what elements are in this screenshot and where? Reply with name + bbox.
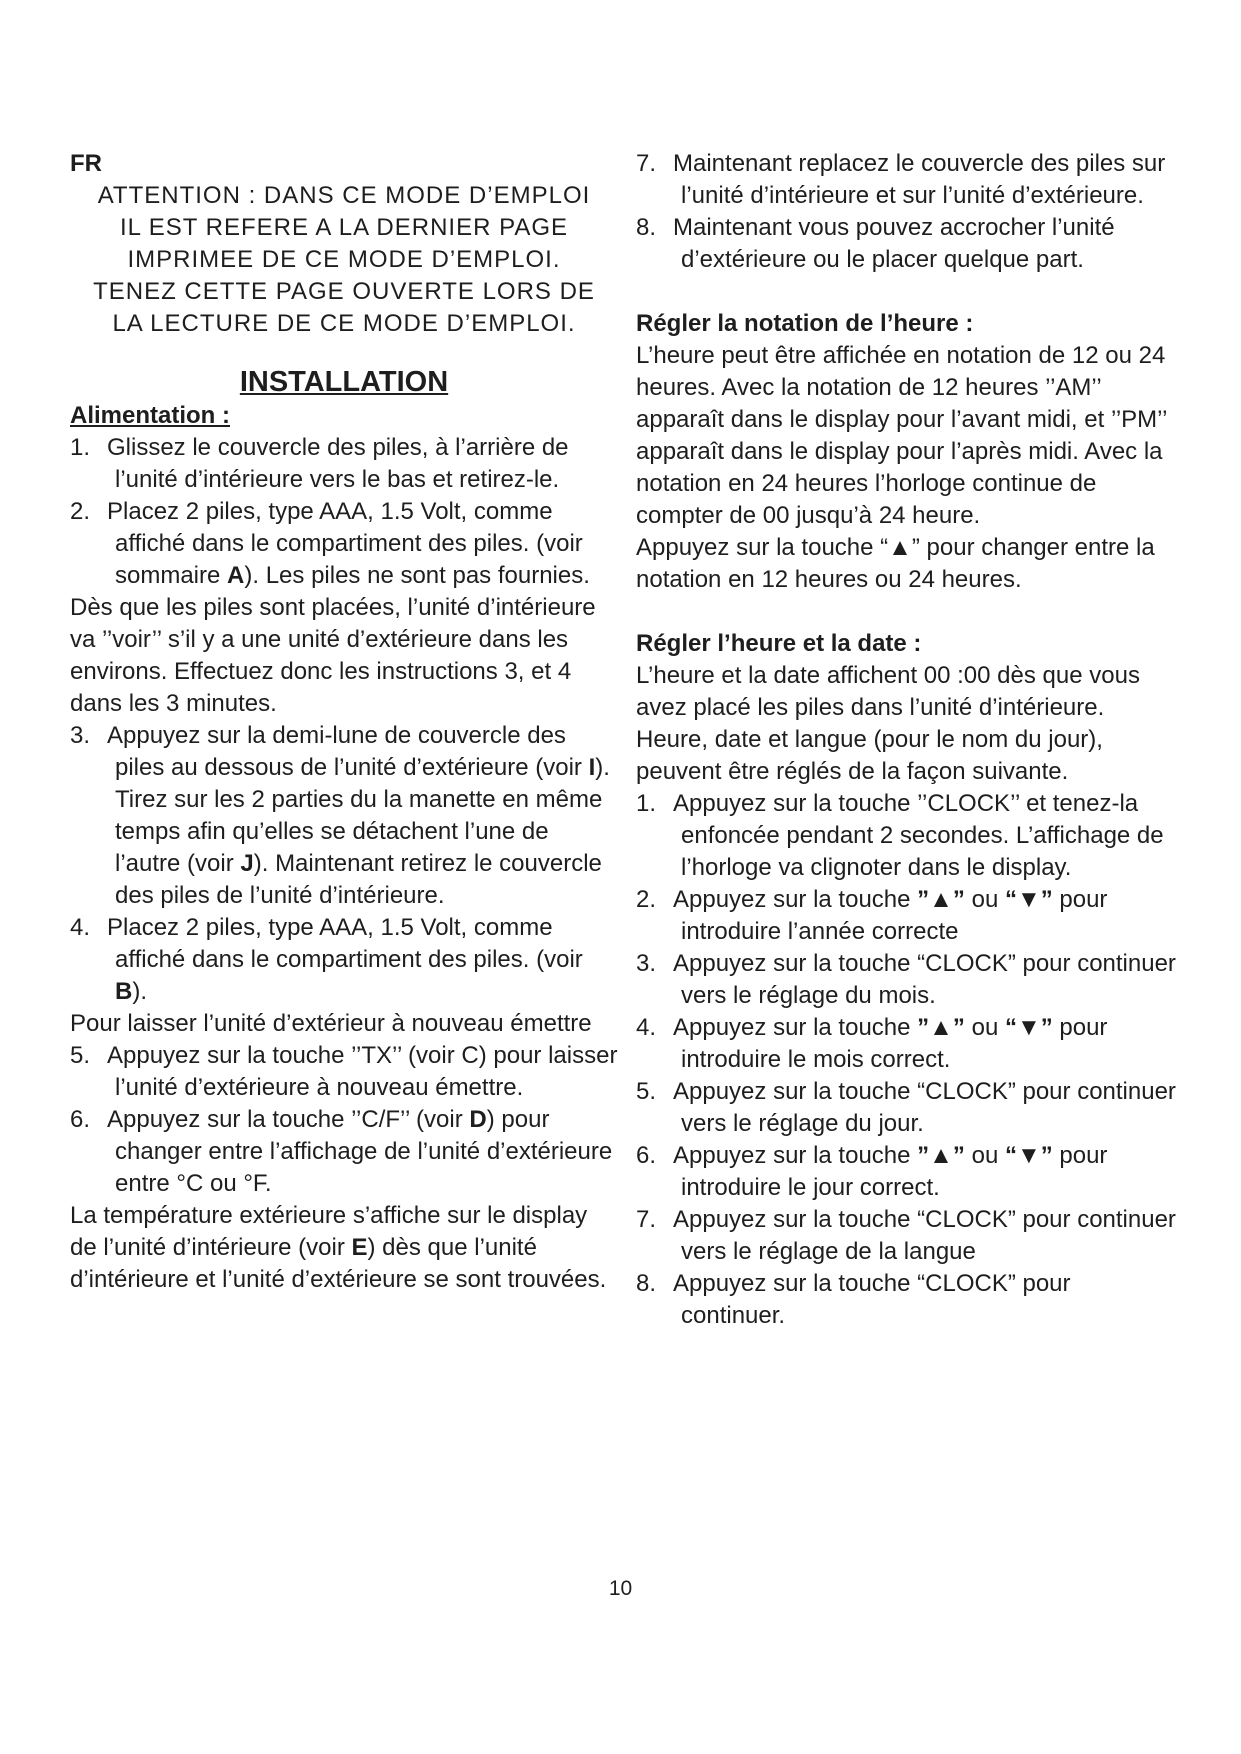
down-key: “▼” (1004, 1142, 1053, 1169)
paragraph: L’heure et la date affichent 00 :00 dès que vous avez placé les piles dans l’unité d’intérieure. Heure, date et langue (pour le nom du jour), peuvent être réglés de la façon suivante. (636, 662, 1140, 785)
steps-list (70, 432, 618, 592)
paragraph (70, 1200, 618, 1296)
steps-list (70, 1040, 618, 1200)
step-text: Maintenant replacez le couvercle des piles sur l’unité d’intérieure et sur l’unité d’extérieure. (673, 150, 1166, 209)
paragraph-text: La température extérieure s’affiche sur le display de l’unité d’intérieure (voir (70, 1202, 588, 1261)
step-text: ). (132, 978, 148, 1005)
list-item (636, 1140, 1176, 1204)
spacer (636, 276, 1176, 308)
step-text: ). Maintenant retirez le couvercle des piles de l’unité d’intérieure. (115, 850, 602, 909)
step-number: 8. (636, 214, 657, 241)
steps-list (636, 788, 1176, 1332)
step-number: 6. (70, 1106, 91, 1133)
paragraph: L’heure peut être affichée en notation de 12 ou 24 heures. Avec la notation de 12 heures ’’AM’’ apparaît dans le display pour l’avant midi, et ’’PM’’ apparaît dans le display pour l’après midi. Avec la notation en 24 heures l’horloge continue de compter de 00 jusqu’à 24 heure. (636, 342, 1167, 529)
step-text: Appuyez sur la touche “CLOCK” pour continuer vers le réglage de la langue (673, 1206, 1176, 1265)
figure-ref: I (588, 754, 596, 781)
step-number: 5. (636, 1078, 657, 1105)
list-item (636, 948, 1176, 1012)
installation-title: INSTALLATION (239, 366, 449, 398)
list-item (636, 1268, 1176, 1332)
step-text: Appuyez sur la touche ’’CLOCK’’ et tenez-la enfoncée pendant 2 secondes. L’affichage de l’horloge va clignoter dans le display. (673, 790, 1164, 881)
step-number: 7. (636, 150, 657, 177)
left-column (70, 148, 618, 1296)
list-item (636, 1012, 1176, 1076)
warning-line: IMPRIMEE DE CE MODE D’EMPLOI. (127, 246, 561, 273)
steps-list (70, 720, 618, 1008)
list-item (636, 212, 1176, 276)
paragraph: Dès que les piles sont placées, l’unité d’intérieure va ’’voir’’ s’il y a une unité d’extérieure dans les environs. Effectuez donc les instructions 3, et 4 dans les 3 minutes. (70, 594, 596, 717)
list-item (70, 720, 618, 912)
alimentation-title: Alimentation : (70, 402, 230, 429)
step-number: 6. (636, 1142, 657, 1169)
list-item (70, 432, 618, 496)
step-text: Appuyez sur la touche “CLOCK” pour continuer vers le réglage du jour. (673, 1078, 1176, 1137)
figure-ref: E (351, 1234, 368, 1261)
warning-line: IL EST REFERE A LA DERNIER PAGE (119, 214, 569, 241)
date-heading: Régler l’heure et la date : (636, 630, 922, 657)
figure-ref: B (115, 978, 133, 1005)
step-text: Appuyez sur la touche (673, 1142, 918, 1169)
figure-ref: D (469, 1106, 487, 1133)
step-number: 5. (70, 1042, 91, 1069)
step-text: Appuyez sur la demi-lune de couvercle des piles au dessous de l’unité d’extérieure (voir (107, 722, 589, 781)
right-column (636, 148, 1176, 1332)
list-item (636, 148, 1176, 212)
warning-line: LA LECTURE DE CE MODE D’EMPLOI. (112, 310, 576, 337)
step-number: 3. (636, 950, 657, 977)
step-text: Appuyez sur la touche (673, 886, 918, 913)
step-text: ou (964, 1014, 1005, 1041)
step-text: Placez 2 piles, type AAA, 1.5 Volt, comme affiché dans le compartiment des piles. (voir sommaire (107, 498, 583, 589)
step-text: Maintenant vous pouvez accrocher l’unité d’extérieure ou le placer quelque part. (673, 214, 1115, 273)
notation-heading: Régler la notation de l’heure : (636, 310, 974, 337)
step-number: 7. (636, 1206, 657, 1233)
step-text: ) pour changer entre l’affichage de l’unité d’extérieure entre °C ou °F. (115, 1106, 613, 1197)
paragraph: Pour laisser l’unité d’extérieur à nouveau émettre (70, 1010, 592, 1037)
up-key: ”▲” (917, 1142, 965, 1169)
step-number: 2. (636, 886, 657, 913)
step-text: Glissez le couvercle des piles, à l’arrière de l’unité d’intérieure vers le bas et retirez-le. (107, 434, 569, 493)
step-text: ou (964, 1142, 1005, 1169)
list-item (70, 1104, 618, 1200)
step-number: 8. (636, 1270, 657, 1297)
step-text: ). Les piles ne sont pas fournies. (244, 562, 590, 589)
up-key: ”▲” (917, 1014, 965, 1041)
spacer (636, 596, 1176, 628)
step-text: Appuyez sur la touche (673, 1014, 918, 1041)
step-text: pour introduire le jour correct. (681, 1142, 1108, 1201)
step-text: ). Tirez sur les 2 parties du la manette en même temps afin qu’elles se détachent l’une de l’autre (voir (115, 754, 610, 877)
step-text: Appuyez sur la touche “CLOCK” pour continuer vers le réglage du mois. (673, 950, 1176, 1009)
figure-ref: J (240, 850, 254, 877)
list-item (70, 912, 618, 1008)
step-text: Placez 2 piles, type AAA, 1.5 Volt, comme affiché dans le compartiment des piles. (voir (107, 914, 583, 973)
warning-block (70, 180, 618, 340)
page-number: 10 (608, 1577, 633, 1600)
list-item (70, 1040, 618, 1104)
step-text: ou (964, 886, 1005, 913)
step-text: Appuyez sur la touche “CLOCK” pour continuer. (673, 1270, 1071, 1329)
warning-line: ATTENTION : DANS CE MODE D’EMPLOI (97, 182, 591, 209)
up-key: ”▲” (917, 886, 965, 913)
language-label: FR (70, 150, 102, 177)
down-key: “▼” (1004, 886, 1053, 913)
step-number: 2. (70, 498, 91, 525)
paragraph: Appuyez sur la touche “▲” pour changer entre la notation en 12 heures ou 24 heures. (636, 534, 1155, 593)
step-number: 1. (70, 434, 91, 461)
list-item (70, 496, 618, 592)
paragraph-text: ) dès que l’unité d’intérieure et l’unité d’extérieure se sont trouvées. (70, 1234, 607, 1293)
list-item (636, 884, 1176, 948)
steps-list (636, 148, 1176, 276)
step-number: 3. (70, 722, 91, 749)
step-number: 4. (70, 914, 91, 941)
step-number: 4. (636, 1014, 657, 1041)
step-number: 1. (636, 790, 657, 817)
list-item (636, 1204, 1176, 1268)
step-text: pour introduire l’année correcte (681, 886, 1108, 945)
list-item (636, 788, 1176, 884)
warning-line: TENEZ CETTE PAGE OUVERTE LORS DE (93, 278, 595, 305)
figure-ref: A (227, 562, 245, 589)
step-text: pour introduire le mois correct. (681, 1014, 1108, 1073)
down-key: “▼” (1004, 1014, 1053, 1041)
step-text: Appuyez sur la touche ’’TX’’ (voir C) pour laisser l’unité d’extérieure à nouveau émettre. (107, 1042, 618, 1101)
step-text: Appuyez sur la touche ’’C/F’’ (voir (107, 1106, 470, 1133)
list-item (636, 1076, 1176, 1140)
